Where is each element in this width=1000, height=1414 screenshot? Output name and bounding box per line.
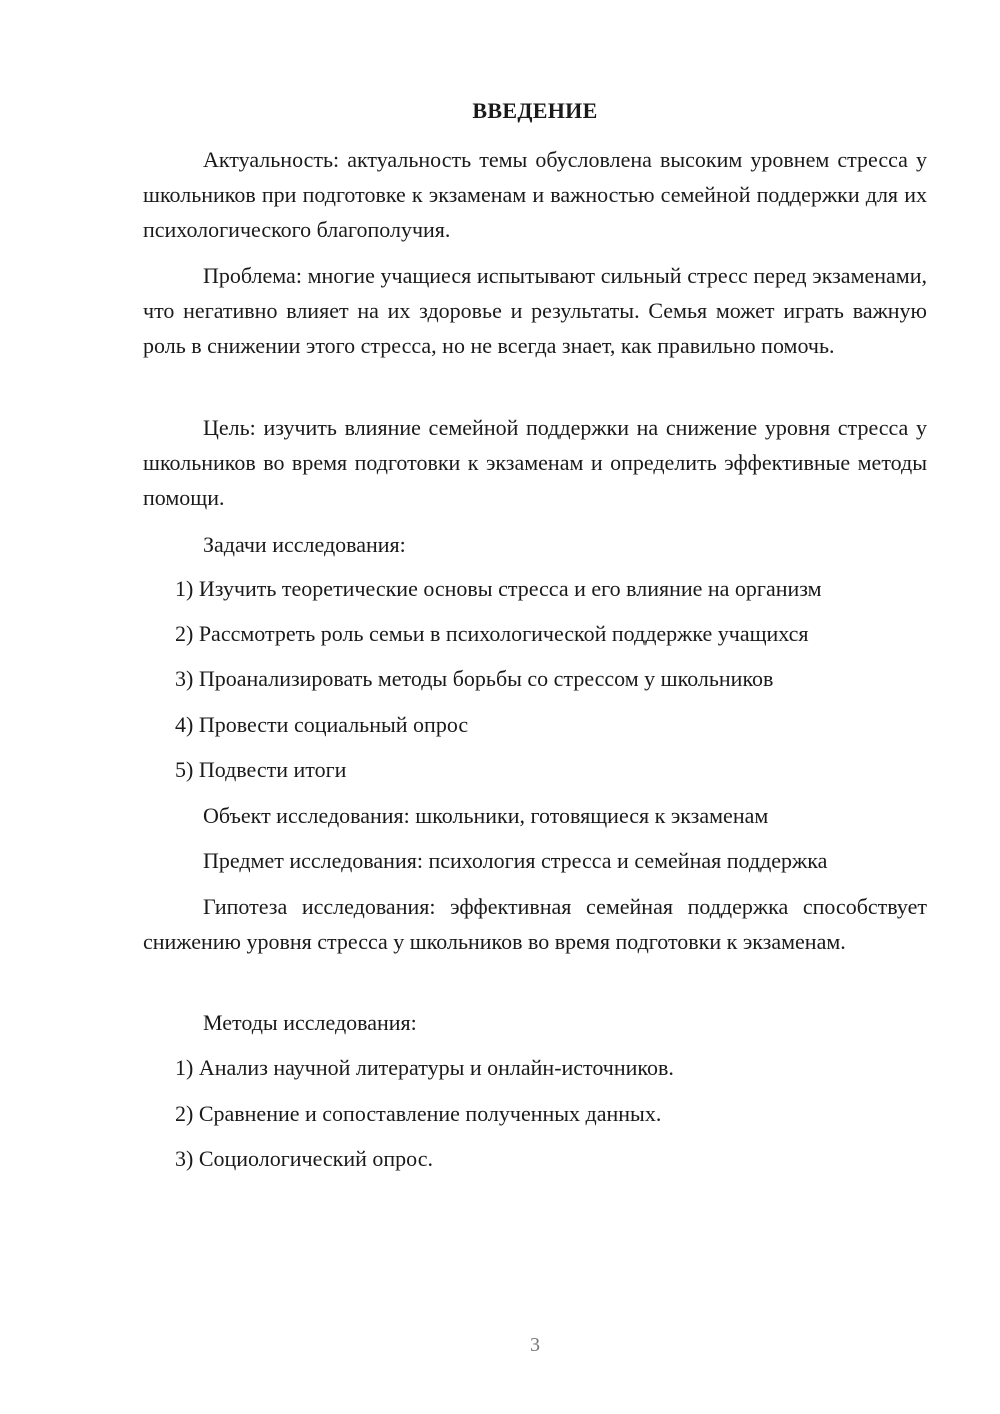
task-item: 4) Провести социальный опрос [175, 712, 469, 737]
task-item: 5) Подвести итоги [175, 757, 347, 782]
method-item: 1) Анализ научной литературы и онлайн-источников. [175, 1055, 674, 1080]
subject-line: Предмет исследования: психология стресса и семейная поддержка [203, 848, 828, 873]
tasks-label: Задачи исследования: [203, 532, 406, 557]
goal-paragraph: Цель: изучить влияние семейной поддержки на снижение уровня стресса у школьников во время подготовки к экзаменам и определить эффективные методы помощи. [143, 415, 927, 510]
task-item: 1) Изучить теоретические основы стресса и его влияние на организм [175, 576, 822, 601]
method-item: 2) Сравнение и сопоставление полученных данных. [175, 1101, 662, 1126]
page-number: 3 [530, 1334, 540, 1356]
hypothesis-paragraph: Гипотеза исследования: эффективная семейная поддержка способствует снижению уровня стресса у школьников во время подготовки к экзаменам. [143, 894, 927, 954]
relevance-paragraph: Актуальность: актуальность темы обусловлена высоким уровнем стресса у школьников при подготовке к экзаменам и важностью семейной поддержки для их психологического благополучия. [143, 147, 927, 242]
task-item: 3) Проанализировать методы борьбы со стрессом у школьников [175, 666, 774, 691]
task-item: 2) Рассмотреть роль семьи в психологической поддержке учащихся [175, 621, 809, 646]
problem-paragraph: Проблема: многие учащиеся испытывают сильный стресс перед экзаменами, что негативно влияет на их здоровье и результаты. Семья может играть важную роль в снижении этого стресса, но не всегда знает, как правильно помочь. [143, 263, 927, 358]
methods-label: Методы исследования: [203, 1010, 417, 1035]
object-line: Объект исследования: школьники, готовящиеся к экзаменам [203, 803, 769, 828]
method-item: 3) Социологический опрос. [175, 1146, 433, 1171]
page-title: ВВЕДЕНИЕ [472, 98, 598, 123]
